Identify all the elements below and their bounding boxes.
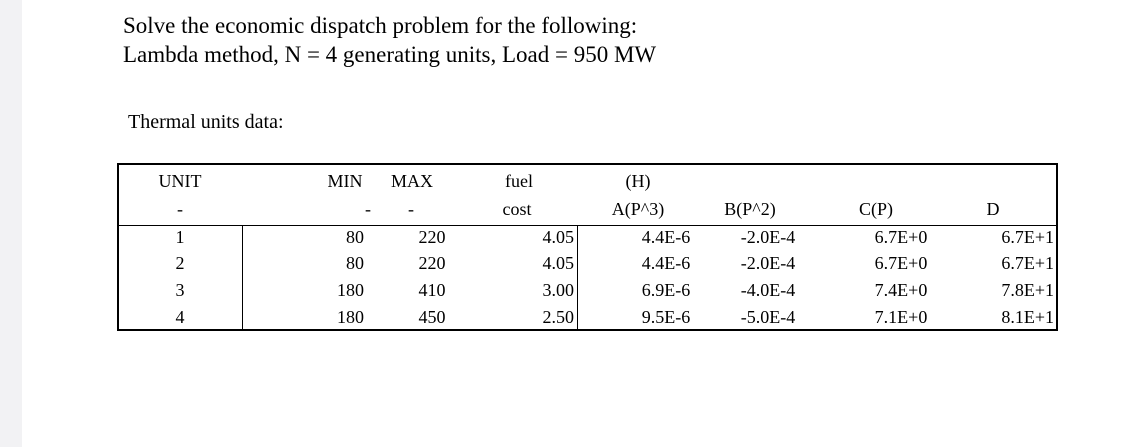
cell-fuel: 4.05 [542, 253, 574, 273]
cell-fuel: 4.05 [542, 227, 574, 247]
header-separator [117, 225, 1058, 226]
cell-unit: 3 [175, 280, 185, 300]
cell-min: 180 [337, 307, 364, 327]
cell-b: -4.0E-4 [740, 280, 796, 300]
cell-min: 80 [346, 253, 364, 273]
cell-b: -2.0E-4 [740, 253, 796, 273]
header-b: B(P^2) [724, 199, 776, 219]
header-min: MIN [327, 171, 363, 191]
header-max-dash: - [408, 199, 414, 219]
cell-d: 6.7E+1 [1001, 253, 1054, 273]
header-a: A(P^3) [611, 199, 665, 219]
cell-unit: 4 [175, 307, 185, 327]
header-h: (H) [625, 171, 651, 191]
cell-d: 6.7E+1 [1001, 227, 1054, 247]
cell-c: 7.1E+0 [874, 307, 928, 327]
cell-c: 6.7E+0 [874, 253, 928, 273]
cell-unit: 2 [175, 253, 185, 273]
column-divider-unit [242, 225, 243, 331]
header-fuel-cost: cost [502, 199, 532, 219]
cell-d: 8.1E+1 [1001, 307, 1054, 327]
cell-a: 6.9E-6 [641, 280, 691, 300]
cell-max: 410 [418, 280, 446, 300]
thermal-units-table [117, 163, 1058, 331]
cell-unit: 1 [175, 227, 185, 247]
header-d: D [986, 199, 1000, 219]
window-left-edge [0, 0, 22, 447]
header-c: C(P) [858, 199, 894, 219]
cell-a: 9.5E-6 [641, 307, 691, 327]
problem-line-2: Lambda method, N = 4 generating units, Load = 950 MW [123, 42, 657, 67]
cell-a: 4.4E-6 [641, 227, 691, 247]
cell-b: -5.0E-4 [740, 307, 796, 327]
header-fuel: fuel [505, 171, 533, 191]
table-border [117, 163, 1058, 331]
problem-line-1: Solve the economic dispatch problem for the following: [123, 13, 638, 38]
cell-d: 7.8E+1 [1001, 280, 1054, 300]
cell-min: 180 [337, 280, 364, 300]
problem-statement [123, 11, 656, 69]
cell-b: -2.0E-4 [740, 227, 796, 247]
header-unit: UNIT [158, 171, 202, 191]
column-divider-fuel [577, 225, 578, 331]
cell-c: 6.7E+0 [874, 227, 928, 247]
cell-max: 220 [418, 227, 446, 247]
cell-a: 4.4E-6 [641, 253, 691, 273]
cell-max: 220 [418, 253, 446, 273]
header-max: MAX [390, 171, 434, 191]
cell-c: 7.4E+0 [874, 280, 928, 300]
cell-max: 450 [418, 307, 446, 327]
table-caption: Thermal units data: [128, 111, 284, 133]
header-unit-dash: - [177, 199, 183, 219]
cell-fuel: 2.50 [542, 307, 574, 327]
cell-fuel: 3.00 [542, 280, 574, 300]
cell-min: 80 [346, 227, 364, 247]
header-min-dash: - [365, 199, 371, 219]
